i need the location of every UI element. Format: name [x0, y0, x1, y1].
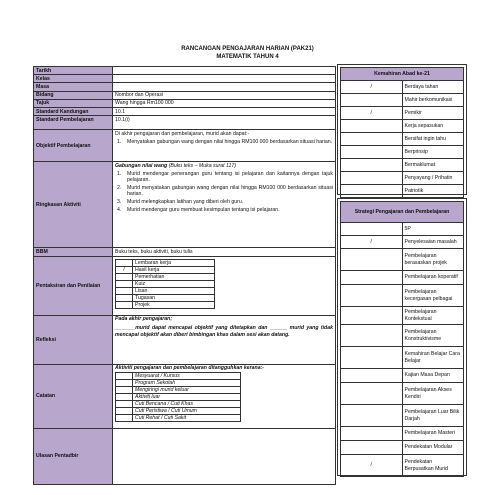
label-kelas: Kelas — [34, 75, 113, 83]
value-tajuk: Wang hingga Rm100 000 — [113, 99, 336, 107]
table-row: Lisan — [116, 287, 215, 294]
table-row: Mesyuarat / Kursus — [116, 373, 241, 380]
label-masa: Masa — [34, 83, 113, 91]
checkbox[interactable] — [341, 405, 403, 427]
value-bbm: Buku teks, buku aktiviti, buku tulis — [113, 248, 336, 256]
table-row: / Berdaya tahan — [341, 81, 464, 94]
table-row: Bermaklumat — [341, 159, 464, 172]
pentaksiran-checklist — [115, 259, 215, 309]
checkbox[interactable] — [116, 394, 133, 401]
value-standard-kandungan: 10.1 — [113, 108, 336, 116]
label-bidang: Bidang — [34, 91, 113, 99]
table-row: Penyayang / Prihatin — [341, 172, 464, 185]
checkbox[interactable] — [341, 271, 403, 285]
checkbox[interactable]: / — [341, 236, 403, 249]
kemahiran-table — [340, 67, 464, 198]
table-row: Pembelajaran Masteri — [341, 427, 464, 441]
objektif-intro: Di akhir pengajaran dan pembelajaran, murid akan dapat:- — [115, 130, 250, 137]
label-standard-pembelajaran: Standard Pembelajaran — [34, 116, 113, 130]
table-row: Pembelajaran Kontekstual — [341, 307, 464, 325]
table-row: Pembelajaran Konstruktivisme — [341, 325, 464, 347]
table-row: Berprinsip — [341, 146, 464, 159]
checkbox[interactable] — [116, 408, 133, 415]
ringkasan-heading: Gabungan nilai wang — [115, 162, 168, 169]
catatan-cell — [113, 364, 336, 428]
checkbox[interactable] — [116, 380, 133, 387]
checkbox[interactable] — [341, 307, 403, 325]
pentaksiran-cell — [113, 256, 336, 315]
value-tarikh[interactable] — [113, 67, 336, 75]
table-row: Mengiringi murid keluar — [116, 387, 241, 394]
table-row: / Pemikir — [341, 107, 464, 120]
table-row: Lembaran kerja — [116, 259, 215, 266]
table-row: Cuti Rehat / Cuti Sakit — [116, 415, 241, 422]
title-line-2: MATEMATIK TAHUN 4 — [216, 53, 279, 60]
list-item: 4. Murid mendengar guru membuat kesimpulan tentang isi pelajaran. — [117, 206, 280, 213]
checkbox[interactable] — [116, 280, 133, 287]
checkbox[interactable] — [116, 294, 133, 301]
table-row: Kuiz — [116, 280, 215, 287]
checkbox[interactable] — [116, 259, 133, 266]
checkbox[interactable] — [116, 373, 133, 380]
objektif-item: 1. Menyatakan gabungan wang dengan nilai hingga RM100 000 berdasarkan situasi harian. — [117, 138, 333, 145]
refleksi-heading: Pada akhir pengajaran; — [115, 316, 173, 323]
list-item: 3. Murid melengkapkan latihan yang diberi oleh guru. — [117, 198, 244, 205]
label-bbm: BBM — [34, 248, 113, 256]
checkbox[interactable] — [341, 159, 403, 172]
checkbox[interactable] — [341, 133, 403, 146]
checkbox[interactable] — [341, 441, 403, 455]
table-row: Tugasan — [116, 294, 215, 301]
label-objektif: Objektif Pembelajaran — [34, 130, 113, 162]
label-ringkasan-aktiviti: Ringkasan Aktiviti — [34, 162, 113, 248]
checkbox[interactable] — [341, 383, 403, 405]
table-row: Aktiviti luar — [116, 394, 241, 401]
checkbox[interactable] — [341, 120, 403, 133]
table-row: Cuti Peristiwa / Cuti Umum — [116, 408, 241, 415]
table-row: Pembelajaran koperatif — [341, 271, 464, 285]
table-row: Mahir berkomunikasi — [341, 94, 464, 107]
checkbox[interactable]: / — [116, 266, 133, 273]
table-row: / Pendekatan Berpusatkan Murid — [341, 455, 464, 477]
checkbox[interactable] — [116, 287, 133, 294]
label-catatan: Catatan — [34, 364, 113, 428]
checkbox[interactable] — [341, 285, 403, 307]
table-row: Kajian Masa Depan — [341, 369, 464, 383]
table-row: Cuti Bencana / Cuti Khas — [116, 401, 241, 408]
value-standard-pembelajaran: 10.1(i) — [113, 116, 336, 130]
list-item: 2. Murid menyatakan gabungan wang dengan nilai hingga RM100 000 berdasarkan situasi harian. — [117, 184, 333, 198]
lesson-plan-table — [33, 66, 336, 485]
table-row: Pembelajaran berasaskan projek — [341, 249, 464, 271]
table-row: Pembelajaran Akses Kendiri — [341, 383, 464, 405]
ringkasan-cell — [113, 162, 336, 248]
table-row: Patriotik — [341, 185, 464, 198]
checkbox[interactable] — [341, 146, 403, 159]
table-row: / Hasil kerja — [116, 266, 215, 273]
checkbox[interactable] — [116, 273, 133, 280]
table-row: Pembelajaran kecergasan pelbagai — [341, 285, 464, 307]
checkbox[interactable] — [341, 427, 403, 441]
catatan-checklist — [115, 372, 241, 422]
table-row: Kerja sepasukan — [341, 120, 464, 133]
label-refleksi: Refleksi — [34, 315, 113, 364]
ringkasan-list — [115, 171, 333, 213]
table-row: Kemahiran Belajar Cara Belajar — [341, 347, 464, 369]
title-line-1: RANCANGAN PENGAJARAN HARIAN (PAK21) — [181, 46, 314, 52]
label-tarikh: Tarikh — [34, 67, 113, 75]
checkbox[interactable] — [116, 415, 133, 422]
label-standard-kandungan: Standard Kandungan — [34, 108, 113, 116]
table-row: Program Sekolah — [116, 380, 241, 387]
table-row: / Penyelesaian masalah — [341, 236, 464, 249]
checkbox[interactable] — [341, 325, 403, 347]
checkbox[interactable] — [341, 249, 403, 271]
table-row: Bersifat ingin tahu — [341, 133, 464, 146]
checkbox[interactable] — [341, 223, 403, 236]
table-row: Pembelajaran Luar Bilik Darjah — [341, 405, 464, 427]
label-pentaksiran: Pentaksiran dan Penilaian — [34, 256, 113, 315]
label-ulasan-pentadbir: Ulasan Pentadbir — [34, 428, 113, 484]
refleksi-body: _______murid dapat mencapai objektif yang ditetapkan dan ______ murid yang tidak mencapai objektif akan diberi bimbingan khas dalam sesi akan datang. — [115, 325, 333, 339]
strategi-table — [340, 201, 464, 477]
table-row: Pemerhatian — [116, 273, 215, 280]
strategi-title: Strategi Pengajaran dan Pembelajaran — [341, 202, 464, 223]
objektif-list — [115, 139, 333, 145]
checkbox[interactable] — [341, 94, 403, 107]
label-tajuk: Tajuk — [34, 99, 113, 107]
checkbox[interactable]: / — [341, 107, 403, 120]
checkbox[interactable] — [116, 301, 133, 308]
list-item: 1. Murid mendengar penerangan guru tentang isi pelajaran dan kaitannya dengan tajuk pelajaran. — [117, 170, 333, 183]
value-ulasan-pentadbir[interactable] — [113, 428, 336, 484]
checkbox[interactable] — [116, 401, 133, 408]
refleksi-cell — [113, 315, 336, 364]
checkbox[interactable] — [341, 172, 403, 185]
checkbox[interactable] — [341, 347, 403, 369]
value-kelas[interactable] — [113, 75, 336, 83]
checkbox[interactable] — [341, 369, 403, 383]
value-masa[interactable] — [113, 83, 336, 91]
document-title — [0, 46, 495, 62]
objektif-cell — [113, 130, 336, 162]
checkbox[interactable]: / — [341, 81, 403, 94]
catatan-heading: Aktiviti pengajaran dan pembelajaran ditangguhkan kerana:- — [115, 365, 265, 372]
table-row: 5P — [341, 223, 464, 236]
value-bidang: Nombor dan Operasi — [113, 91, 336, 99]
checkbox[interactable] — [116, 387, 133, 394]
kemahiran-title: Kemahiran Abad ke-21 — [341, 68, 464, 81]
table-row: Projek — [116, 301, 215, 308]
table-row: Pendekatan Modular — [341, 441, 464, 455]
ringkasan-reference: (Buku teks – Muka surat 117) — [168, 162, 236, 169]
checkbox[interactable]: / — [341, 455, 403, 477]
checkbox[interactable] — [341, 185, 403, 198]
